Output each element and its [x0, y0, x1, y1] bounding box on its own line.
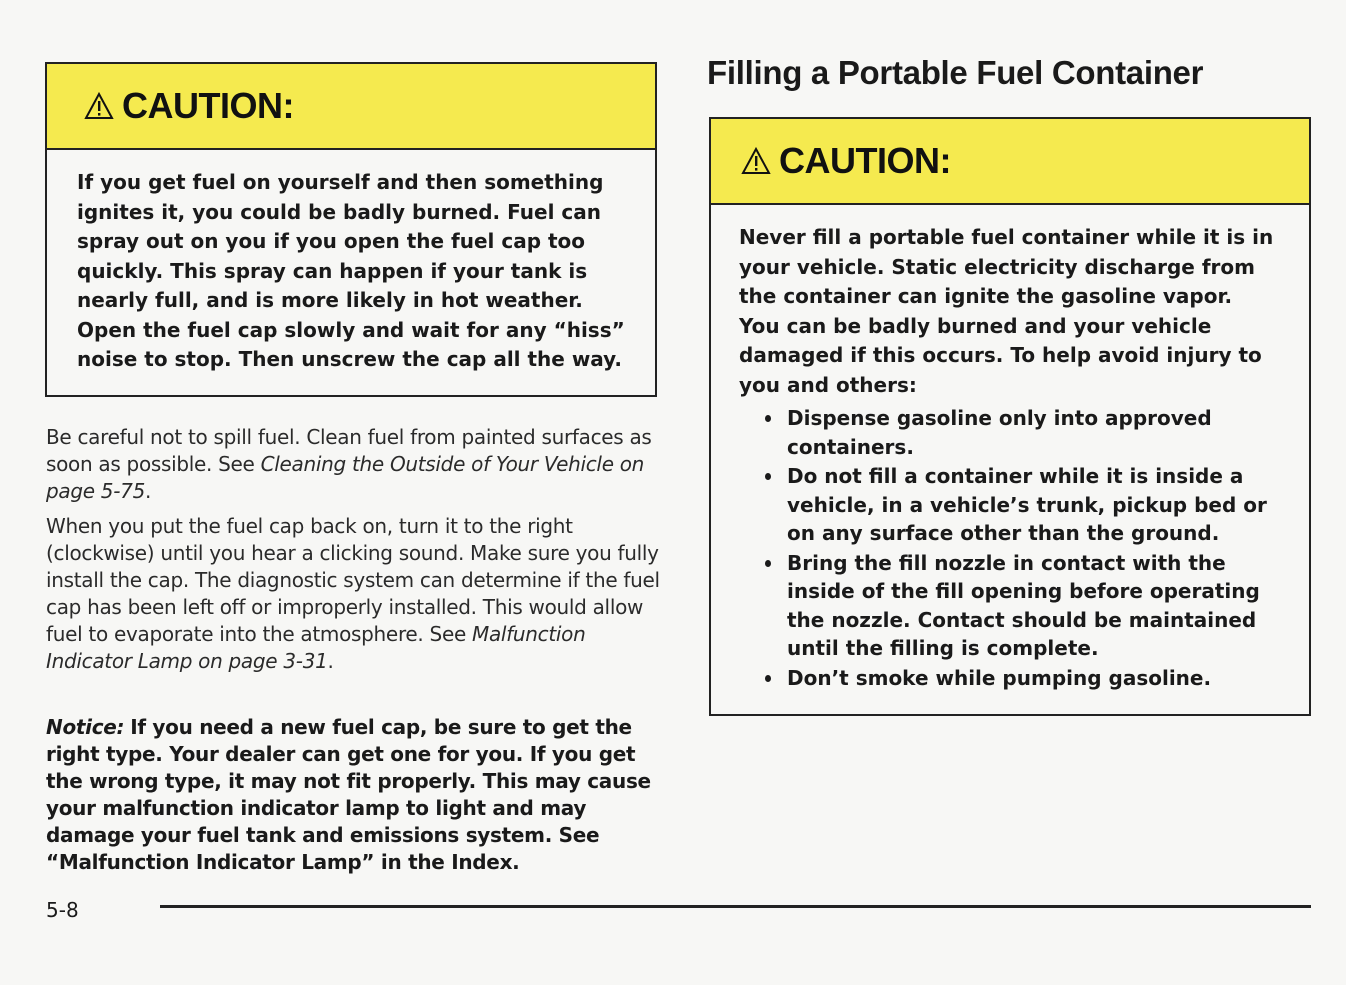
caution-title: CAUTION:: [779, 140, 951, 181]
paragraph-text: When you put the fuel cap back on, turn it to the right (clockwise) until you hear a clicking sound. Make sure you fully install the cap. The diagnostic system can determine if the fuel cap has been left off or improperly installed. This would allow fuel to evaporate into the atmosphere. See: [46, 514, 660, 646]
caution-line: quickly. This spray can happen if your tank is: [77, 258, 588, 283]
caution-header: [47, 64, 655, 150]
caution-line: you and others:: [739, 372, 917, 397]
caution-line: nearly full, and is more likely in hot weather.: [77, 288, 583, 312]
warning-triangle-icon: [741, 147, 771, 175]
caution-box-fuel-spray: [45, 62, 657, 397]
bullet-text: Don’t smoke while pumping gasoline.: [787, 665, 1212, 690]
cross-reference-link[interactable]: Malfunction Indicator Lamp on page 3-31: [46, 622, 586, 673]
notice-text: If you need a new fuel cap, be sure to get the right type. Your dealer can get one for you. If you get the wrong type, it may not fit properly. This may cause your malfunction indicator lamp to light and may damage your fuel tank and emissions system. See “Malfunction Indicator Lamp” in the Index.: [46, 715, 651, 874]
caution-line: Open the fuel cap slowly and wait for any “hiss”: [77, 317, 625, 342]
list-item: [739, 549, 1291, 663]
list-item: [739, 462, 1291, 548]
section-heading: Filling a Portable Fuel Container: [707, 54, 1204, 91]
caution-title: CAUTION:: [122, 85, 294, 126]
notice-label: Notice:: [46, 715, 125, 739]
caution-line: You can be badly burned and your vehicle: [739, 313, 1212, 338]
caution-body: [47, 150, 655, 375]
bullet-text: Do not fill a container while it is inside a vehicle, in a vehicle’s trunk, pickup bed or on any surface other than the ground.: [787, 464, 1267, 545]
bullet-icon: [765, 560, 771, 567]
caution-line: the container can ignite the gasoline vapor.: [739, 284, 1233, 308]
caution-box-portable-container: [709, 117, 1311, 716]
bullet-text: Bring the fill nozzle in contact with the inside of the fill opening before operating the nozzle. Contact should be maintained until the filling is complete.: [787, 550, 1260, 660]
cross-reference-link[interactable]: Cleaning the Outside of Your Vehicle on page 5-75: [46, 452, 645, 503]
list-item: [739, 664, 1291, 693]
page-number: 5-8: [46, 898, 79, 922]
list-item: [739, 404, 1291, 461]
bullet-text: Dispense gasoline only into approved containers.: [787, 406, 1212, 459]
caution-line: If you get fuel on yourself and then something: [77, 170, 604, 194]
caution-line: ignites it, you could be badly burned. Fuel can: [77, 199, 601, 224]
footer-divider: [160, 905, 1311, 908]
caution-bullet-list: [739, 404, 1291, 692]
bullet-icon: [765, 473, 771, 480]
bullet-icon: [765, 415, 771, 422]
paragraph-end: .: [327, 649, 334, 673]
caution-line: noise to stop. Then unscrew the cap all the way.: [77, 347, 622, 371]
caution-line: spray out on you if you open the fuel cap too: [77, 229, 586, 253]
notice-paragraph: [46, 714, 666, 876]
caution-body: [711, 205, 1309, 692]
paragraph-fuel-cap: [46, 513, 666, 675]
bullet-icon: [765, 675, 771, 682]
caution-line: damaged if this occurs. To help avoid injury to: [739, 343, 1262, 367]
paragraph-spill-fuel: [46, 424, 666, 505]
paragraph-text: Be careful not to spill fuel. Clean fuel from painted surfaces as soon as possible. See: [46, 425, 652, 476]
caution-header: [711, 119, 1309, 205]
caution-line: your vehicle. Static electricity discharge from: [739, 254, 1255, 279]
paragraph-end: .: [145, 479, 152, 503]
warning-triangle-icon: [84, 92, 114, 120]
caution-line: Never fill a portable fuel container while it is in: [739, 225, 1274, 249]
